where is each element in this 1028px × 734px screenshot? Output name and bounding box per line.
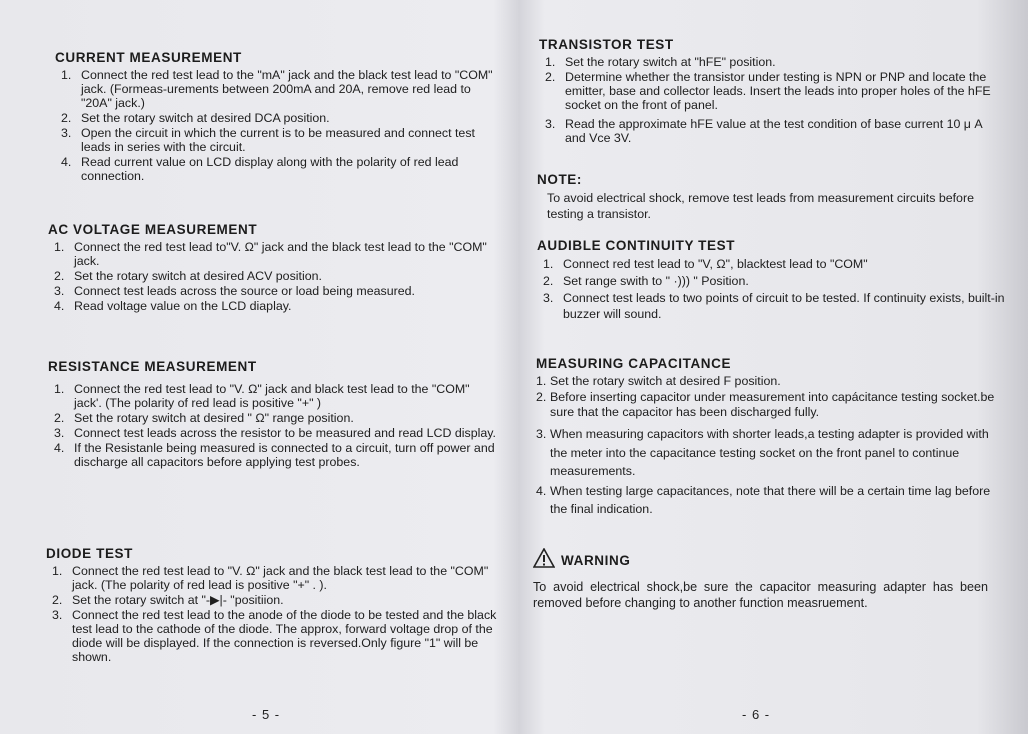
list-item: 2. Set the rotary switch at "-▶|- "positiion. xyxy=(52,593,284,607)
list-item: 2. Set the rotary switch at desired ACV position. xyxy=(54,269,322,283)
list-item: 3. When measuring capacitors with shorter leads,a testing adapter is provided with the meter into the capacitance testing socket on the front panel to continue measurements. xyxy=(536,427,989,478)
list-item: 1. Set the rotary switch at "hFE" position. xyxy=(545,55,776,69)
section-title: RESISTANCE MEASUREMENT xyxy=(48,359,257,374)
list-item: 1. Connect the red test lead to the "mA" jack and the black test lead to "COM" jack. (Formeas-urements between 200mA and 20A, remove red lead to "20A" jack.) xyxy=(61,68,493,110)
list-item: 4. If the Resistanle being measured is connected to a circuit, turn off power and discharge all capacitors before applying test probes. xyxy=(54,441,495,469)
list-item: 4. Read current value on LCD display along with the polarity of red lead connection. xyxy=(61,155,459,183)
list-item: 3. Connect test leads across the source or load being measured. xyxy=(54,284,415,298)
list-item: 4. When testing large capacitances, note that there will be a certain time lag before the final indication. xyxy=(536,483,991,516)
page-number: - 5 - xyxy=(252,707,281,722)
ac-voltage-section xyxy=(48,222,500,314)
list-item: 2. Set the rotary switch at desired " Ω" range position. xyxy=(54,411,354,425)
list-item: 1. Set the rotary switch at desired F position. xyxy=(536,374,781,388)
list-item: 3. Read the approximate hFE value at the test condition of base current 10 μ A and Vce 3V. xyxy=(545,117,982,145)
section-title: AC VOLTAGE MEASUREMENT xyxy=(48,222,258,237)
section-title: CURRENT MEASUREMENT xyxy=(55,50,242,65)
warning-triangle-icon xyxy=(533,548,555,573)
diode-steps xyxy=(46,564,498,664)
section-title: MEASURING CAPACITANCE xyxy=(536,356,732,371)
resistance-section xyxy=(48,359,498,470)
acv-steps xyxy=(48,240,500,313)
list-item: 2. Set the rotary switch at desired DCA position. xyxy=(61,111,330,125)
capacitance-steps xyxy=(536,374,1006,519)
section-title: TRANSISTOR TEST xyxy=(539,37,674,52)
list-item: 2. Determine whether the transistor under testing is NPN or PNP and locate the emitter, base and collector leads. Insert the leads into proper holes of the hFE socket on the front of panel. xyxy=(545,70,991,112)
warning-section xyxy=(533,548,1003,611)
diode-test-section xyxy=(46,546,498,665)
current-measurement-section xyxy=(55,50,500,184)
continuity-steps xyxy=(537,256,1005,322)
current-steps xyxy=(55,68,500,183)
list-item: 1. Connect the red test lead to "V. Ω" jack and the black test lead to the "COM" jack. (The polarity of red lead is positive "+" . ). xyxy=(52,564,489,592)
transistor-test-section xyxy=(539,37,999,146)
list-item: 3. Connect the red test lead to the anode of the diode to be tested and the black test lead to the cathode of the diode. The approx, forward voltage drop of the diode will be displayed. If the connection is reversed.Only figure "1" will be shown. xyxy=(52,608,497,664)
transistor-steps xyxy=(539,55,999,145)
list-item: 2. Before inserting capacitor under measurement into capácitance testing socket.be sure that the capacitor has been discharged fully. xyxy=(536,390,995,419)
warning-title: WARNING xyxy=(561,553,631,568)
warning-text: To avoid electrical shock,be sure the capacitor measuring adapter has been removed before changing to another function measruement. xyxy=(533,580,988,610)
page-5 xyxy=(0,0,510,734)
list-item: 4. Read voltage value on the LCD diaplay. xyxy=(54,299,292,313)
list-item: 2. Set range swith to " ·))) " Position. xyxy=(543,274,749,288)
continuity-test-section xyxy=(537,238,1005,323)
page-6 xyxy=(516,0,1028,734)
warning-header xyxy=(533,548,1003,573)
list-item: 1. Connect red test lead to "V, Ω", blacktest lead to "COM" xyxy=(543,257,868,271)
list-item: 1. Connect the red test lead to"V. Ω" jack and the black test lead to the "COM" jack. xyxy=(54,240,487,268)
note-text: To avoid electrical shock, remove test leads from measurement circuits before testing a transistor. xyxy=(547,191,974,221)
capacitance-section xyxy=(536,356,1006,520)
list-item: 3. Connect test leads across the resistor to be measured and read LCD display. xyxy=(54,426,496,440)
resistance-steps xyxy=(48,382,498,469)
section-title: DIODE TEST xyxy=(46,546,134,561)
note-title: NOTE: xyxy=(537,172,582,187)
page-number: - 6 - xyxy=(742,707,771,722)
list-item: 3. Connect test leads to two points of circuit to be tested. If continuity exists, built-in buzzer will sound. xyxy=(543,291,1005,321)
list-item: 3. Open the circuit in which the current is to be measured and connect test leads in series with the circuit. xyxy=(61,126,475,154)
section-title: AUDIBLE CONTINUITY TEST xyxy=(537,238,736,253)
list-item: 1. Connect the red test lead to "V. Ω" jack and black test lead to the "COM" jack'. (The polarity of red lead is positive "+" ) xyxy=(54,382,470,410)
note-section xyxy=(537,172,1002,222)
